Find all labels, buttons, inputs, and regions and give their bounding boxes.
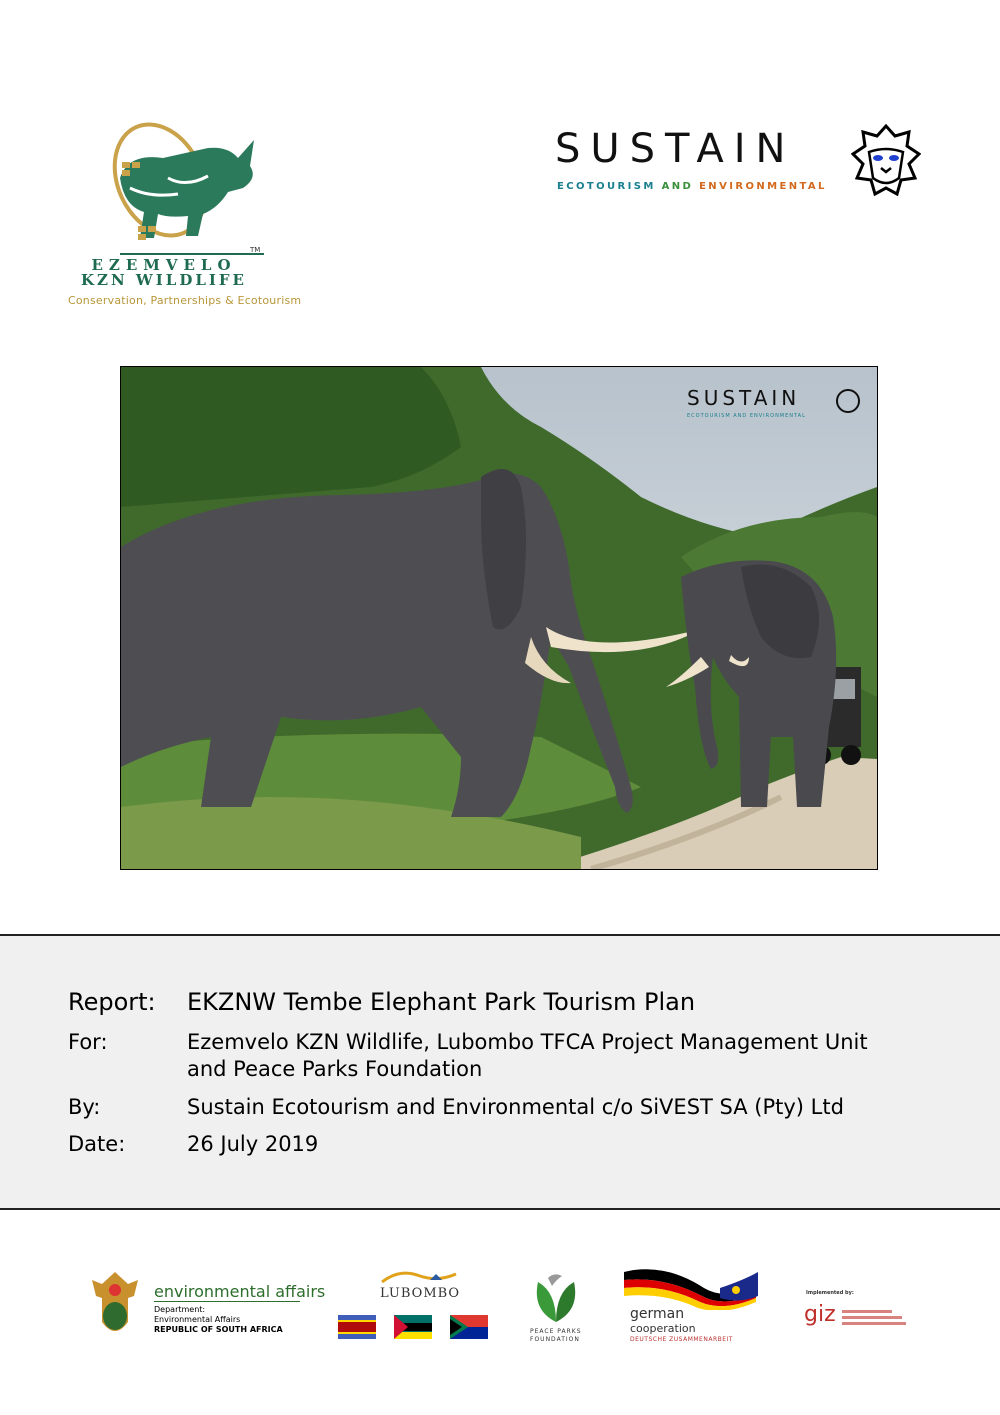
- peace-parks-line2: FOUNDATION: [530, 1336, 580, 1343]
- ezemvelo-line1: EZEMVELO: [91, 256, 237, 274]
- lubombo-flags-icon: [338, 1315, 490, 1341]
- for-label: For:: [68, 1030, 108, 1054]
- photo-watermark-sub: ECOTOURISM AND ENVIRONMENTAL: [687, 413, 806, 419]
- sustain-sub-ecotourism: ECOTOURISM: [557, 181, 656, 192]
- giz-implemented-by: Implemented by:: [806, 1290, 854, 1296]
- env-affairs-divider: [154, 1301, 300, 1302]
- german-line2: cooperation: [630, 1322, 696, 1335]
- env-dept-line2: Environmental Affairs: [154, 1315, 241, 1324]
- sustain-sub-environmental: ENVIRONMENTAL: [699, 181, 827, 192]
- photo-watermark: SUSTAIN: [687, 386, 801, 410]
- sustain-logo: [555, 122, 935, 202]
- report-info-band: [0, 934, 1000, 1210]
- for-value-line1: Ezemvelo KZN Wildlife, Lubombo TFCA Project Management Unit: [187, 1030, 868, 1054]
- rhino-shield-icon: [68, 118, 312, 258]
- date-value: 26 July 2019: [187, 1132, 319, 1156]
- german-line1: german: [630, 1306, 685, 1322]
- cover-photo: [120, 366, 878, 870]
- sustain-subtitle: [557, 181, 827, 192]
- report-label: Report:: [68, 988, 156, 1016]
- sa-coat-of-arms-icon: [88, 1270, 142, 1342]
- lion-head-icon: [851, 122, 921, 200]
- report-title: EKZNW Tembe Elephant Park Tourism Plan: [187, 988, 696, 1016]
- elephants-photo-illustration: [121, 367, 877, 869]
- env-dept-line3: REPUBLIC OF SOUTH AFRICA: [154, 1325, 283, 1334]
- peace-parks-leaf-icon: [528, 1270, 584, 1326]
- sustain-sub-and: AND: [661, 181, 694, 192]
- ezemvelo-tagline: Conservation, Partnerships & Ecotourism: [68, 294, 302, 307]
- env-affairs-title: environmental affairs: [154, 1282, 326, 1301]
- ezemvelo-line2: KZN WILDLIFE: [81, 271, 247, 289]
- peace-parks-line1: PEACE PARKS: [530, 1328, 582, 1335]
- german-line3: DEUTSCHE ZUSAMMENARBEIT: [630, 1336, 733, 1343]
- date-label: Date:: [68, 1132, 126, 1156]
- giz-small-print-icon: [842, 1308, 908, 1330]
- ezemvelo-logo: [68, 118, 312, 310]
- sustain-wordmark: SUSTAIN: [555, 126, 796, 172]
- lubombo-title: LUBOMBO: [380, 1286, 461, 1301]
- lubombo-arc-icon: [380, 1268, 458, 1284]
- by-value: Sustain Ecotourism and Environmental c/o SiVEST SA (Pty) Ltd: [187, 1095, 844, 1119]
- for-value-line2: and Peace Parks Foundation: [187, 1057, 483, 1081]
- german-flag-swoosh-icon: [624, 1266, 760, 1310]
- footer-logos: [0, 1260, 1000, 1360]
- by-label: By:: [68, 1095, 101, 1119]
- giz-logo-text: giz: [804, 1302, 836, 1327]
- env-dept-line1: Department:: [154, 1305, 206, 1314]
- trademark-label: TM: [250, 246, 261, 254]
